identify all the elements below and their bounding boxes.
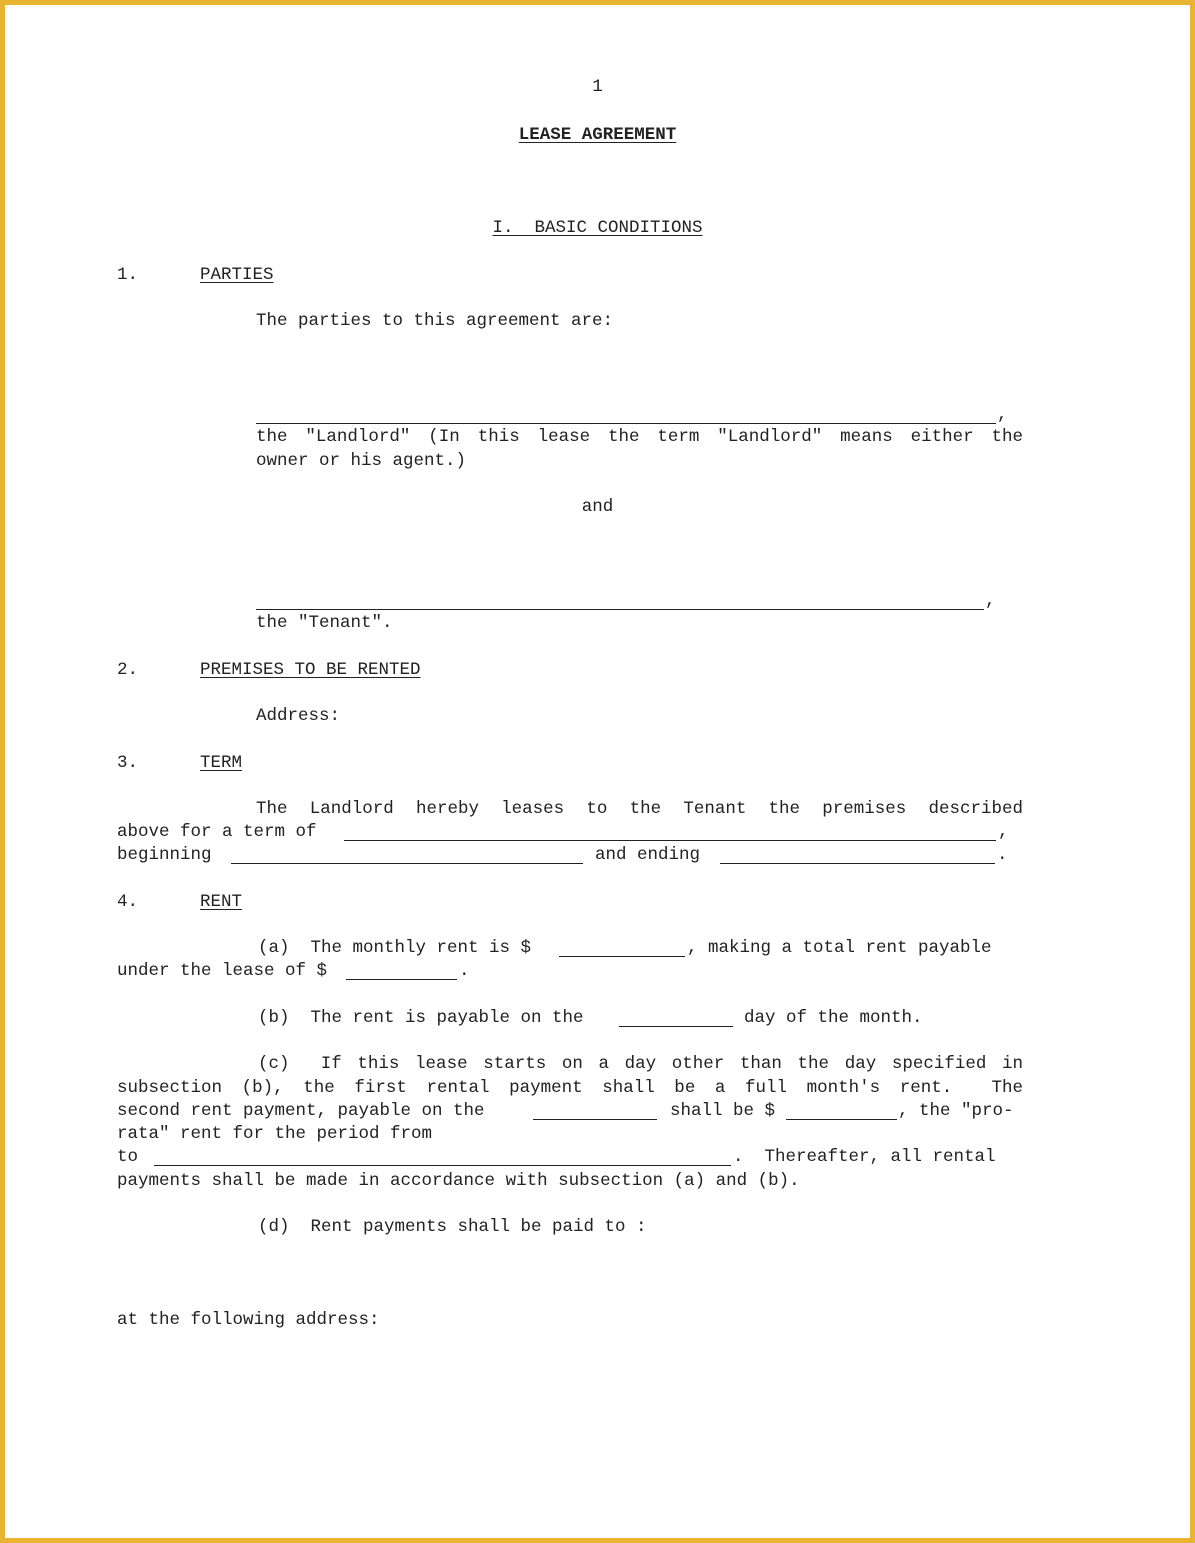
rent-c-line-4: rata" rent for the period from [117, 1124, 433, 1144]
rent-c-line-5a: to [117, 1147, 139, 1167]
clause-3-number: 3. [117, 753, 139, 773]
rent-c-line-6: payments shall be made in accordance with subsection (a) and (b). [117, 1171, 800, 1191]
rent-c-line-3a: second rent payment, payable on the [117, 1101, 485, 1121]
landlord-definition-line2: owner or his agent.) [256, 451, 467, 471]
clause-1-number: 1. [117, 265, 139, 285]
clause-4-heading: RENT [200, 892, 243, 912]
comma: , [997, 405, 1008, 425]
term-line-1: The Landlord hereby leases to the Tenant the premises described [256, 799, 1023, 819]
term-line-2-label: above for a term of [117, 822, 317, 842]
and-text: and [581, 497, 614, 517]
page-number: 1 [592, 77, 603, 97]
term-length-blank[interactable] [344, 824, 996, 841]
period: . [997, 845, 1008, 865]
prorata-amount-blank[interactable] [786, 1103, 897, 1120]
landlord-blank-line[interactable] [256, 407, 996, 424]
payment-address-label: at the following address: [117, 1310, 380, 1330]
rent-c-line-5b: . Thereafter, all rental [733, 1147, 996, 1167]
rent-c-line-1: (c) If this lease starts on a day other than the day specified in [258, 1054, 1023, 1074]
rent-c-line-3c: , the "pro- [898, 1101, 1014, 1121]
rent-d-text: (d) Rent payments shall be paid to : [258, 1217, 647, 1237]
clause-2-number: 2. [117, 660, 139, 680]
rent-b-text-2: day of the month. [744, 1008, 923, 1028]
rent-b-text-1: (b) The rent is payable on the [258, 1008, 584, 1028]
rent-a-text-2: , making a total rent payable [687, 938, 992, 958]
rent-a-text-3: under the lease of $ [117, 961, 328, 981]
monthly-rent-blank[interactable] [559, 940, 685, 957]
clause-4-number: 4. [117, 892, 139, 912]
title-text: LEASE AGREEMENT [518, 125, 677, 145]
section-heading [5, 218, 1190, 238]
parties-intro: The parties to this agreement are: [256, 311, 614, 331]
tenant-blank-line[interactable] [256, 593, 984, 610]
rent-c-line-3b: shall be $ [670, 1101, 776, 1121]
beginning-date-blank[interactable] [231, 847, 583, 864]
period: . [459, 961, 470, 981]
ending-date-blank[interactable] [720, 847, 995, 864]
payment-day-blank[interactable] [619, 1010, 733, 1027]
prorata-period-blank[interactable] [154, 1149, 731, 1166]
premises-address-label: Address: [256, 706, 341, 726]
comma: , [998, 822, 1009, 842]
comma: , [985, 591, 996, 611]
landlord-definition-line1: the "Landlord" (In this lease the term "Landlord" means either the [256, 427, 1023, 447]
term-ending-label: and ending [595, 845, 701, 865]
clause-2-heading: PREMISES TO BE RENTED [200, 660, 421, 680]
total-rent-blank[interactable] [346, 963, 457, 980]
tenant-name-field[interactable] [256, 591, 996, 611]
second-payment-date-blank[interactable] [533, 1103, 657, 1120]
document-title [5, 125, 1190, 145]
tenant-definition: the "Tenant". [256, 613, 393, 633]
clause-1-heading: PARTIES [200, 265, 274, 285]
rent-c-line-2: subsection (b), the first rental payment shall be a full month's rent. The [117, 1078, 1023, 1098]
term-beginning-label: beginning [117, 845, 212, 865]
section-heading-text: I. BASIC CONDITIONS [492, 218, 703, 238]
landlord-name-field[interactable] [256, 405, 1008, 425]
rent-a-text-1: (a) The monthly rent is $ [258, 938, 532, 958]
clause-3-heading: TERM [200, 753, 243, 773]
